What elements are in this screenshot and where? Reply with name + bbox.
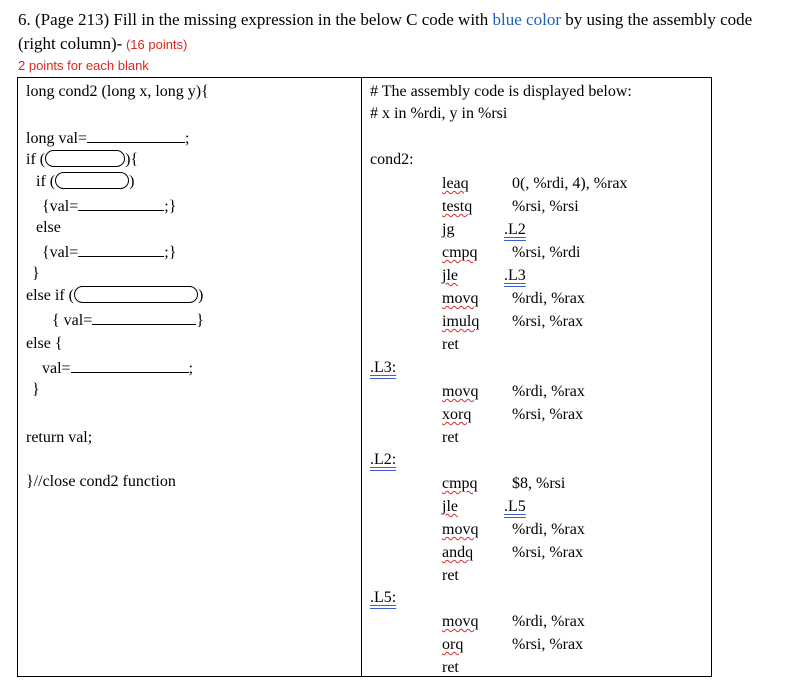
asm-opcode: ret	[442, 429, 459, 446]
asm-opcode: testq	[442, 198, 473, 215]
asm-instruction	[442, 497, 526, 517]
asm-instruction	[442, 174, 628, 194]
asm-operands: %rsi, %rax	[512, 406, 584, 423]
c-val2-line: {val= ;}	[42, 244, 177, 261]
asm-opcode: movq	[442, 290, 479, 307]
asm-operands: %rdi, %rax	[512, 613, 585, 630]
c-val4-line: val= ;	[42, 360, 194, 377]
asm-instruction	[442, 382, 585, 402]
c-elseif-line: else if ( )	[26, 287, 204, 304]
asm-instruction	[442, 520, 585, 540]
asm-label-L2: .L2:	[370, 451, 397, 468]
c-return: return val;	[26, 429, 93, 446]
asm-instruction	[442, 197, 579, 217]
blank-5[interactable]	[78, 242, 164, 257]
c-signature: long cond2 (long x, long y){	[26, 83, 209, 100]
asm-operands: %rdi, %rax	[512, 521, 585, 538]
asm-opcode: jle	[442, 498, 458, 515]
asm-operands: %rsi, %rax	[512, 544, 584, 561]
asm-opcode: jg	[442, 221, 455, 238]
asm-operands: %rsi, %rax	[512, 313, 584, 330]
asm-label-cond2: cond2:	[370, 151, 414, 168]
asm-opcode: ret	[442, 567, 459, 584]
asm-opcode: movq	[442, 613, 479, 630]
asm-instruction	[442, 635, 584, 655]
asm-instruction	[442, 289, 585, 309]
asm-opcode: leaq	[442, 175, 469, 192]
question-text-cont: (right column)-	[18, 34, 123, 53]
asm-operands: %rdi, %rax	[512, 290, 585, 307]
asm-operands: %rsi, %rdi	[512, 244, 581, 261]
asm-label-L3: .L3:	[370, 359, 397, 376]
asm-opcode: cmpq	[442, 475, 478, 492]
asm-instruction	[442, 543, 584, 563]
asm-opcode: cmpq	[442, 244, 478, 261]
blank-8[interactable]	[71, 358, 189, 373]
asm-instruction	[442, 474, 566, 494]
c-inner-if-line: if ( )	[36, 173, 135, 190]
asm-opcode: movq	[442, 383, 479, 400]
blue-color-text: blue color	[492, 10, 561, 29]
asm-operands: .L2	[504, 221, 526, 238]
c-else2-line: else {	[26, 335, 63, 352]
blank-7[interactable]	[92, 310, 196, 325]
asm-instruction	[442, 658, 459, 678]
c-if-line: if ( ){	[26, 151, 139, 168]
question-text: 6. (Page 213) Fill in the missing expression in the below C code with	[18, 10, 493, 29]
question-line-1	[18, 10, 752, 30]
blank-1[interactable]	[87, 128, 185, 143]
asm-instruction	[442, 612, 585, 632]
code-table	[17, 77, 712, 677]
question-text-end: by using the assembly code	[560, 10, 753, 29]
asm-opcode: andq	[442, 544, 474, 561]
asm-comment-2: # x in %rdi, y in %rsi	[370, 105, 508, 122]
asm-instruction	[442, 335, 459, 355]
asm-operands: .L3	[504, 267, 526, 284]
asm-instruction	[442, 243, 581, 263]
asm-instruction	[442, 428, 459, 448]
asm-opcode: jle	[442, 267, 458, 284]
c-close1: }	[32, 265, 40, 282]
c-val1-line: {val= ;}	[42, 198, 177, 215]
asm-operands: $8, %rsi	[512, 475, 566, 492]
asm-instruction	[442, 220, 526, 240]
asm-opcode: imulq	[442, 313, 480, 330]
column-divider	[361, 78, 362, 676]
c-decl-line: long val= ;	[26, 130, 190, 147]
asm-opcode: xorq	[442, 406, 472, 423]
asm-instruction	[442, 312, 584, 332]
blank-3[interactable]	[55, 172, 129, 189]
asm-label-L5: .L5:	[370, 589, 397, 606]
asm-opcode: ret	[442, 336, 459, 353]
c-close2: }	[32, 381, 40, 398]
asm-operands: .L5	[504, 498, 526, 515]
c-else1-line: else	[36, 219, 61, 236]
asm-comment-1: # The assembly code is displayed below:	[370, 83, 632, 100]
asm-operands: %rsi, %rax	[512, 636, 584, 653]
c-val3-line: { val= }	[52, 312, 204, 329]
points-subtitle: 2 points for each blank	[18, 58, 149, 73]
points-label: (16 points)	[122, 37, 188, 52]
asm-operands: %rdi, %rax	[512, 383, 585, 400]
asm-operands: %rsi, %rsi	[512, 198, 579, 215]
asm-operands: 0(, %rdi, 4), %rax	[512, 175, 628, 192]
asm-opcode: movq	[442, 521, 479, 538]
asm-instruction	[442, 566, 459, 586]
asm-instruction	[442, 405, 584, 425]
blank-4[interactable]	[78, 196, 164, 211]
blank-2[interactable]	[45, 150, 125, 167]
asm-opcode: orq	[442, 636, 464, 653]
asm-instruction	[442, 266, 526, 286]
blank-6[interactable]	[74, 286, 198, 303]
asm-opcode: ret	[442, 659, 459, 676]
question-line-2	[18, 34, 187, 54]
c-close-fn: }//close cond2 function	[26, 473, 176, 490]
